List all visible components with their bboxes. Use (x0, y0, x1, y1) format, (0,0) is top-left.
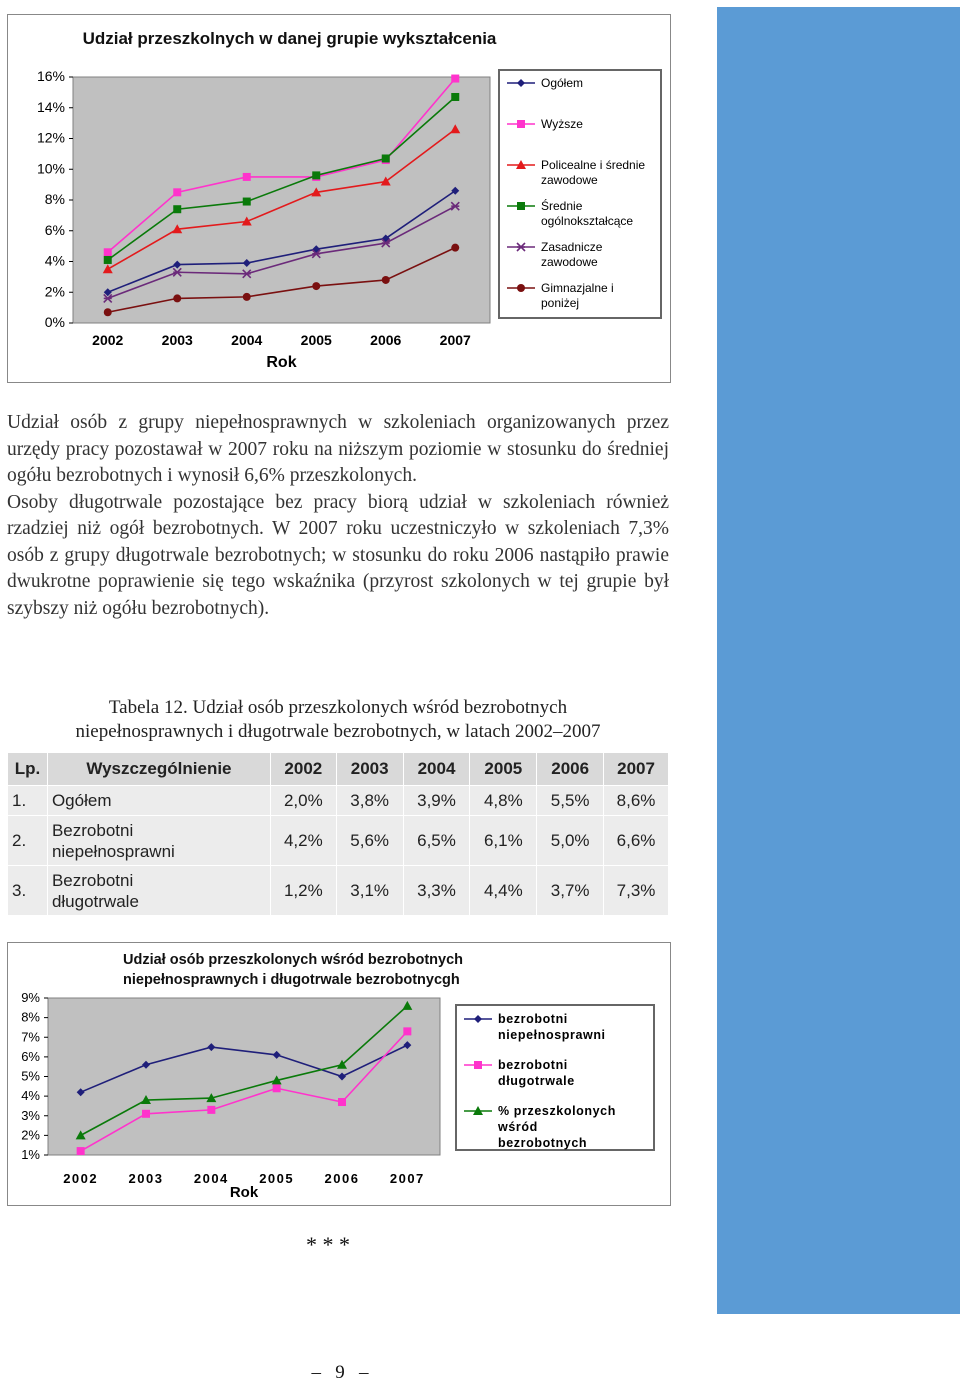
x-tick-label: 2004 (231, 332, 263, 348)
table-cell: 2,0% (270, 786, 336, 816)
y-tick-label: 3% (21, 1107, 40, 1123)
table-cell: 1,2% (270, 866, 336, 916)
data-point (104, 256, 112, 264)
legend-label: % przeszkolonych wśród bezrobotnych (498, 1104, 616, 1150)
y-tick-label: 10% (36, 160, 65, 177)
chart1-svg (8, 15, 670, 382)
table-cell: 4,4% (470, 866, 537, 916)
table-cell: 3. (8, 866, 48, 916)
body-text (7, 410, 669, 622)
table-cell: Bezrobotni niepełnosprawni (47, 816, 270, 866)
table-header: 2002 (270, 753, 336, 786)
table-row (8, 816, 669, 866)
data-point (207, 1106, 215, 1114)
table-cell: 2. (8, 816, 48, 866)
data-point (382, 276, 390, 284)
data-point (104, 308, 112, 316)
x-tick-label: 2002 (63, 1171, 99, 1186)
data-point (243, 173, 251, 181)
x-tick-label: 2006 (370, 332, 402, 348)
legend-marker (517, 284, 525, 292)
data-table (7, 752, 669, 916)
y-tick-label: 2% (44, 283, 65, 300)
legend-label: Zasadnicze zawodowe (541, 240, 603, 269)
legend-label: bezrobotni niepełnosprawni (498, 1012, 606, 1042)
table-cell: 5,5% (537, 786, 604, 816)
page-number-dash: – (359, 1362, 369, 1383)
legend-label: Wyższe (541, 117, 583, 131)
table-header: Wyszczególnienie (47, 753, 270, 786)
legend-label: Gimnazjalne i poniżej (541, 281, 614, 310)
table-header: 2005 (470, 753, 537, 786)
table-cell: 3,9% (403, 786, 470, 816)
table-cell: 1. (8, 786, 48, 816)
data-point (77, 1147, 85, 1155)
table-cell: 4,8% (470, 786, 537, 816)
x-tick-label: 2007 (439, 332, 471, 348)
table-header: 2006 (537, 753, 604, 786)
table-caption-line2: niepełnosprawnych i długotrwale bezrobotnych, w latach 2002–2007 (75, 721, 601, 742)
x-tick-label: 2003 (161, 332, 193, 348)
data-point (173, 205, 181, 213)
y-tick-label: 5% (21, 1068, 40, 1084)
y-tick-label: 7% (21, 1029, 40, 1045)
table-cell: 3,3% (403, 866, 470, 916)
data-point (243, 198, 251, 206)
paragraph-2: Osoby długotrwale pozostające bez pracy biorą udział w szkoleniach również rzadziej niż ogół bezrobotnych. W 2007 roku uczestniczyło w szkoleniach 7,3% osób z grupy długotrwale bezrobotnych; w stosunku do roku 2006 nastąpiło prawie dwukrotne poprawienie się tego wskaźnika (przyrost szkolonych w tej grupie był szybszy niż ogółu bezrobotnych). (7, 491, 669, 619)
y-tick-label: 14% (36, 98, 65, 115)
paragraph-1: Udział osób z grupy niepełnosprawnych w szkoleniach organizowanych przez urzędy pracy pozostawał w 2007 roku na niższym poziomie w stosunku do średniej ogółu bezrobotnych i wynosił 6,6% przeszkolonych. (7, 412, 669, 486)
y-tick-label: 1% (21, 1147, 40, 1162)
y-tick-label: 4% (21, 1088, 40, 1104)
plot-area (48, 998, 440, 1155)
x-tick-label: 2003 (128, 1171, 164, 1186)
table-cell: 6,1% (470, 816, 537, 866)
y-tick-label: 6% (44, 221, 65, 238)
table-row (8, 786, 669, 816)
table-header: 2003 (336, 753, 403, 786)
table-header: 2004 (403, 753, 470, 786)
chart1-panel (7, 14, 671, 383)
decorative-stars: * * * (306, 1232, 350, 1257)
x-tick-label: 2005 (300, 332, 332, 348)
table-header: Lp. (8, 753, 48, 786)
y-tick-label: 8% (21, 1009, 40, 1025)
legend-label: Policealne i średnie zawodowe (541, 158, 646, 187)
table-caption (7, 696, 669, 744)
data-point (243, 293, 251, 301)
data-point (173, 188, 181, 196)
legend-marker (474, 1061, 482, 1069)
data-point (403, 1027, 411, 1035)
x-tick-label: 2007 (389, 1171, 425, 1186)
chart2-panel (7, 942, 671, 1206)
y-tick-label: 8% (44, 191, 65, 207)
plot-area (73, 77, 490, 323)
table-cell: 5,6% (336, 816, 403, 866)
data-point (273, 1084, 281, 1092)
x-tick-label: 2002 (92, 332, 124, 348)
table-cell: 6,6% (604, 816, 669, 866)
table-cell: 8,6% (604, 786, 669, 816)
y-tick-label: 4% (44, 252, 65, 269)
table-cell: 3,7% (537, 866, 604, 916)
legend-label: Średnie ogólnokształcące (541, 199, 634, 228)
legend-marker (517, 202, 525, 210)
x-tick-label: 2004 (193, 1171, 229, 1186)
data-point (104, 248, 112, 256)
data-point (142, 1110, 150, 1118)
table-header-row (8, 753, 669, 786)
table-header: 2007 (604, 753, 669, 786)
table-row (8, 866, 669, 916)
y-tick-label: 9% (21, 990, 40, 1005)
legend-label: bezrobotni długotrwale (498, 1058, 575, 1088)
table-cell: 3,1% (336, 866, 403, 916)
page-number-value: 9 (335, 1362, 345, 1383)
table-cell: 5,0% (537, 816, 604, 866)
y-tick-label: 2% (21, 1127, 40, 1143)
x-axis-title: Rok (266, 354, 297, 371)
table-cell: 4,2% (270, 816, 336, 866)
y-tick-label: 6% (21, 1048, 40, 1064)
x-tick-label: 2006 (324, 1171, 360, 1186)
data-point (338, 1098, 346, 1106)
blue-sidebar (717, 7, 960, 1314)
y-tick-label: 12% (36, 129, 65, 146)
x-tick-label: 2005 (259, 1171, 295, 1186)
page-number (300, 1362, 380, 1384)
data-point (451, 244, 459, 252)
chart1-title: Udział przeszkolnych w danej grupie wykształcenia (82, 29, 497, 48)
data-point (312, 171, 320, 179)
page-number-dash: – (311, 1362, 321, 1383)
table-cell: 3,8% (336, 786, 403, 816)
table-cell: Ogółem (47, 786, 270, 816)
table-cell: 7,3% (604, 866, 669, 916)
y-tick-label: 0% (44, 314, 65, 330)
table-cell: Bezrobotni długotrwale (47, 866, 270, 916)
legend-label: Ogółem (541, 76, 584, 90)
data-point (382, 154, 390, 162)
chart2-title: Udział osób przeszkolonych wśród bezrobotnych niepełnosprawnych i długotrwale bezrobotnycgh (123, 952, 463, 988)
y-tick-label: 16% (36, 68, 65, 84)
data-point (173, 294, 181, 302)
table-cell: 6,5% (403, 816, 470, 866)
data-point (451, 75, 459, 83)
chart2-svg (8, 943, 670, 1205)
data-point (312, 282, 320, 290)
x-axis-title: Rok (229, 1184, 259, 1201)
table-caption-line1: Tabela 12. Udział osób przeszkolonych wśród bezrobotnych (108, 697, 568, 718)
data-point (451, 93, 459, 101)
legend-marker (517, 120, 525, 128)
